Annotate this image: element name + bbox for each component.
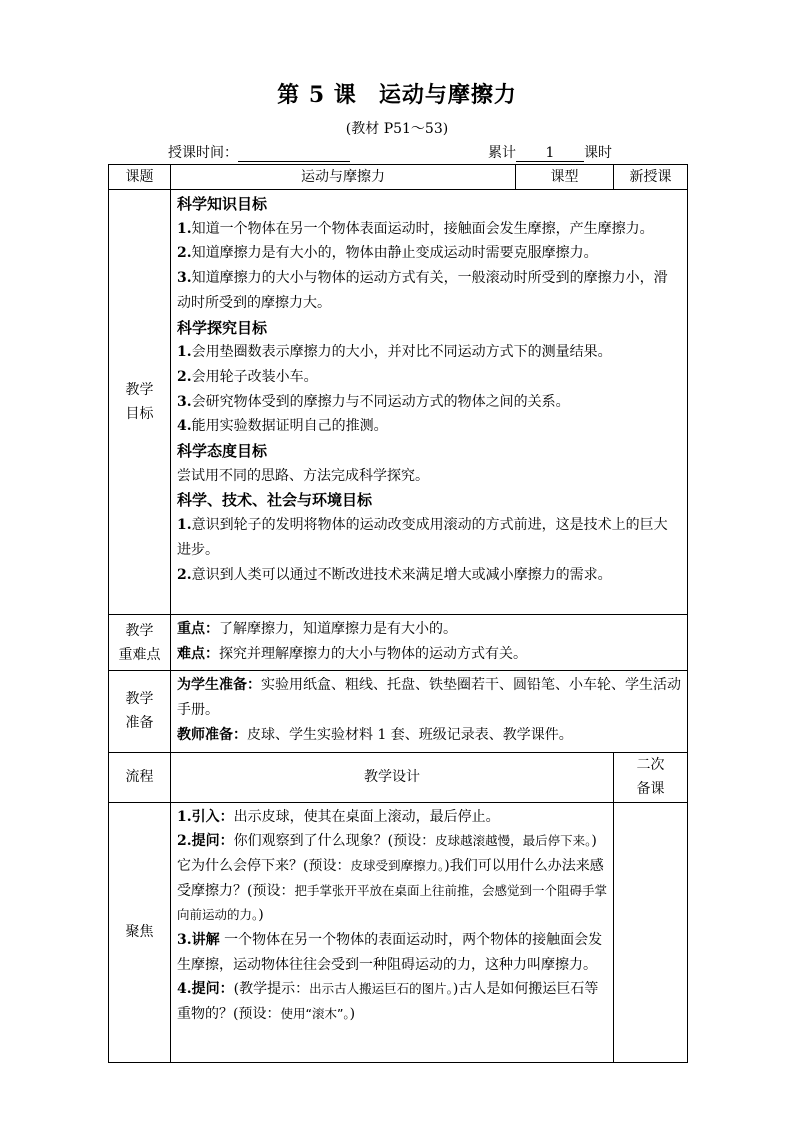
knowledge-item: 1.知道一个物体在另一个物体表面运动时，接触面会发生摩擦，产生摩擦力。 — [177, 220, 654, 237]
goals-row — [109, 190, 688, 615]
topic-label: 课题 — [109, 165, 171, 190]
textbook-pages: (教材 P51～53) — [345, 121, 449, 137]
focus-stage-label: 聚焦 — [109, 802, 171, 1062]
sts-item: 2.意识到人类可以通过不断改进技术来满足增大或减小摩擦力的需求。 — [177, 566, 612, 583]
design-header: 教学设计 — [171, 752, 614, 802]
lesson-title — [0, 78, 794, 109]
flow-header: 流程 — [109, 752, 171, 802]
keypoints-row — [109, 615, 688, 671]
lesson-meta — [168, 142, 688, 162]
type-label: 课型 — [516, 165, 614, 190]
lesson-plan-table — [108, 164, 688, 1063]
inquiry-item: 1.会用垫圈数表示摩擦力的大小，并对比不同运动方式下的测量结果。 — [177, 344, 612, 361]
focus-row — [109, 802, 688, 1062]
total-hours — [488, 142, 612, 162]
step-question: 2.提问：你们观察到了什么现象？(预设：皮球越滚越慢，最后停下来。)它为什么会停下来？(预设：皮球受到摩擦力。)我们可以用什么办法来感受摩擦力？(预设：把手掌张开平放在桌面上往前推，会感觉到一个阻碍手掌向前运动的力。) — [177, 833, 607, 924]
sts-item: 1.意识到轮子的发明将物体的运动改变成用滚动的方式前进，这是技术上的巨大进步。 — [177, 517, 668, 558]
topic-row — [109, 165, 688, 190]
knowledge-item: 2.知道摩擦力是有大小的，物体由静止变成运动时需要克服摩擦力。 — [177, 245, 598, 262]
inquiry-item: 3.会研究物体受到的摩擦力与不同运动方式的物体之间的关系。 — [177, 393, 570, 410]
sts-heading: 科学、技术、社会与环境目标 — [177, 491, 373, 510]
step-explain: 3.讲解 一个物体在另一个物体的表面运动时，两个物体的接触面会发生摩擦，运动物体往往会受到一种阻碍运动的力，这种力叫摩擦力。 — [177, 932, 603, 973]
inquiry-heading: 科学探究目标 — [177, 318, 268, 337]
process-header-row — [109, 752, 688, 802]
teaching-time — [168, 142, 350, 162]
teacher-prep: 教师准备：皮球、学生实验材料 1 套、班级记录表、教学课件。 — [177, 726, 573, 743]
step-question-2: 4.提问：(教学提示：出示古人搬运巨石的图片。)古人是如何搬运巨石等重物的？(预设：使用“滚木”。) — [177, 981, 599, 1023]
keypoints-content — [171, 615, 688, 671]
knowledge-heading: 科学知识目标 — [177, 195, 268, 213]
teaching-time-blank[interactable] — [238, 146, 350, 162]
prep-label: 教学 准备 — [109, 671, 171, 752]
lesson-name: 运动与摩擦力 — [378, 82, 517, 108]
inquiry-item: 2.会用轮子改装小车。 — [177, 368, 318, 385]
goals-content — [171, 190, 688, 615]
attitude-heading: 科学态度目标 — [177, 442, 268, 461]
difficult-point: 难点：探究并理解摩擦力的大小与物体的运动方式有关。 — [177, 645, 527, 662]
focus-point: 重点：了解摩擦力，知道摩擦力是有大小的。 — [177, 621, 457, 637]
keypoints-label: 教学 重难点 — [109, 615, 171, 671]
total-label: 累计 — [488, 145, 516, 161]
focus-stage-content — [171, 802, 614, 1062]
total-value: 1 — [516, 145, 584, 162]
step-intro: 1.引入：出示皮球，使其在桌面上滚动，最后停止。 — [177, 808, 500, 825]
prep-content — [171, 671, 688, 752]
student-prep: 为学生准备：实验用纸盒、粗线、托盘、铁垫圈若干、圆铅笔、小车轮、学生活动手册。 — [177, 677, 681, 719]
type-value: 新授课 — [614, 165, 688, 190]
inquiry-item: 4.能用实验数据证明自己的推测。 — [177, 418, 388, 435]
knowledge-item: 3.知道摩擦力的大小与物体的运动方式有关，一般滚动时所受到的摩擦力小，滑动时所受到的摩擦力大。 — [177, 270, 668, 311]
prep-row — [109, 671, 688, 752]
topic-value: 运动与摩擦力 — [171, 165, 516, 190]
goals-label: 教学 目标 — [109, 190, 171, 615]
attitude-item: 尝试用不同的思路、方法完成科学探究。 — [177, 467, 429, 484]
second-prep-header: 二次 备课 — [614, 752, 688, 802]
second-prep-cell[interactable] — [614, 802, 688, 1062]
total-unit: 课时 — [584, 145, 612, 161]
lesson-number: 第 5 课 — [277, 82, 357, 108]
teaching-time-label: 授课时间： — [168, 145, 238, 161]
